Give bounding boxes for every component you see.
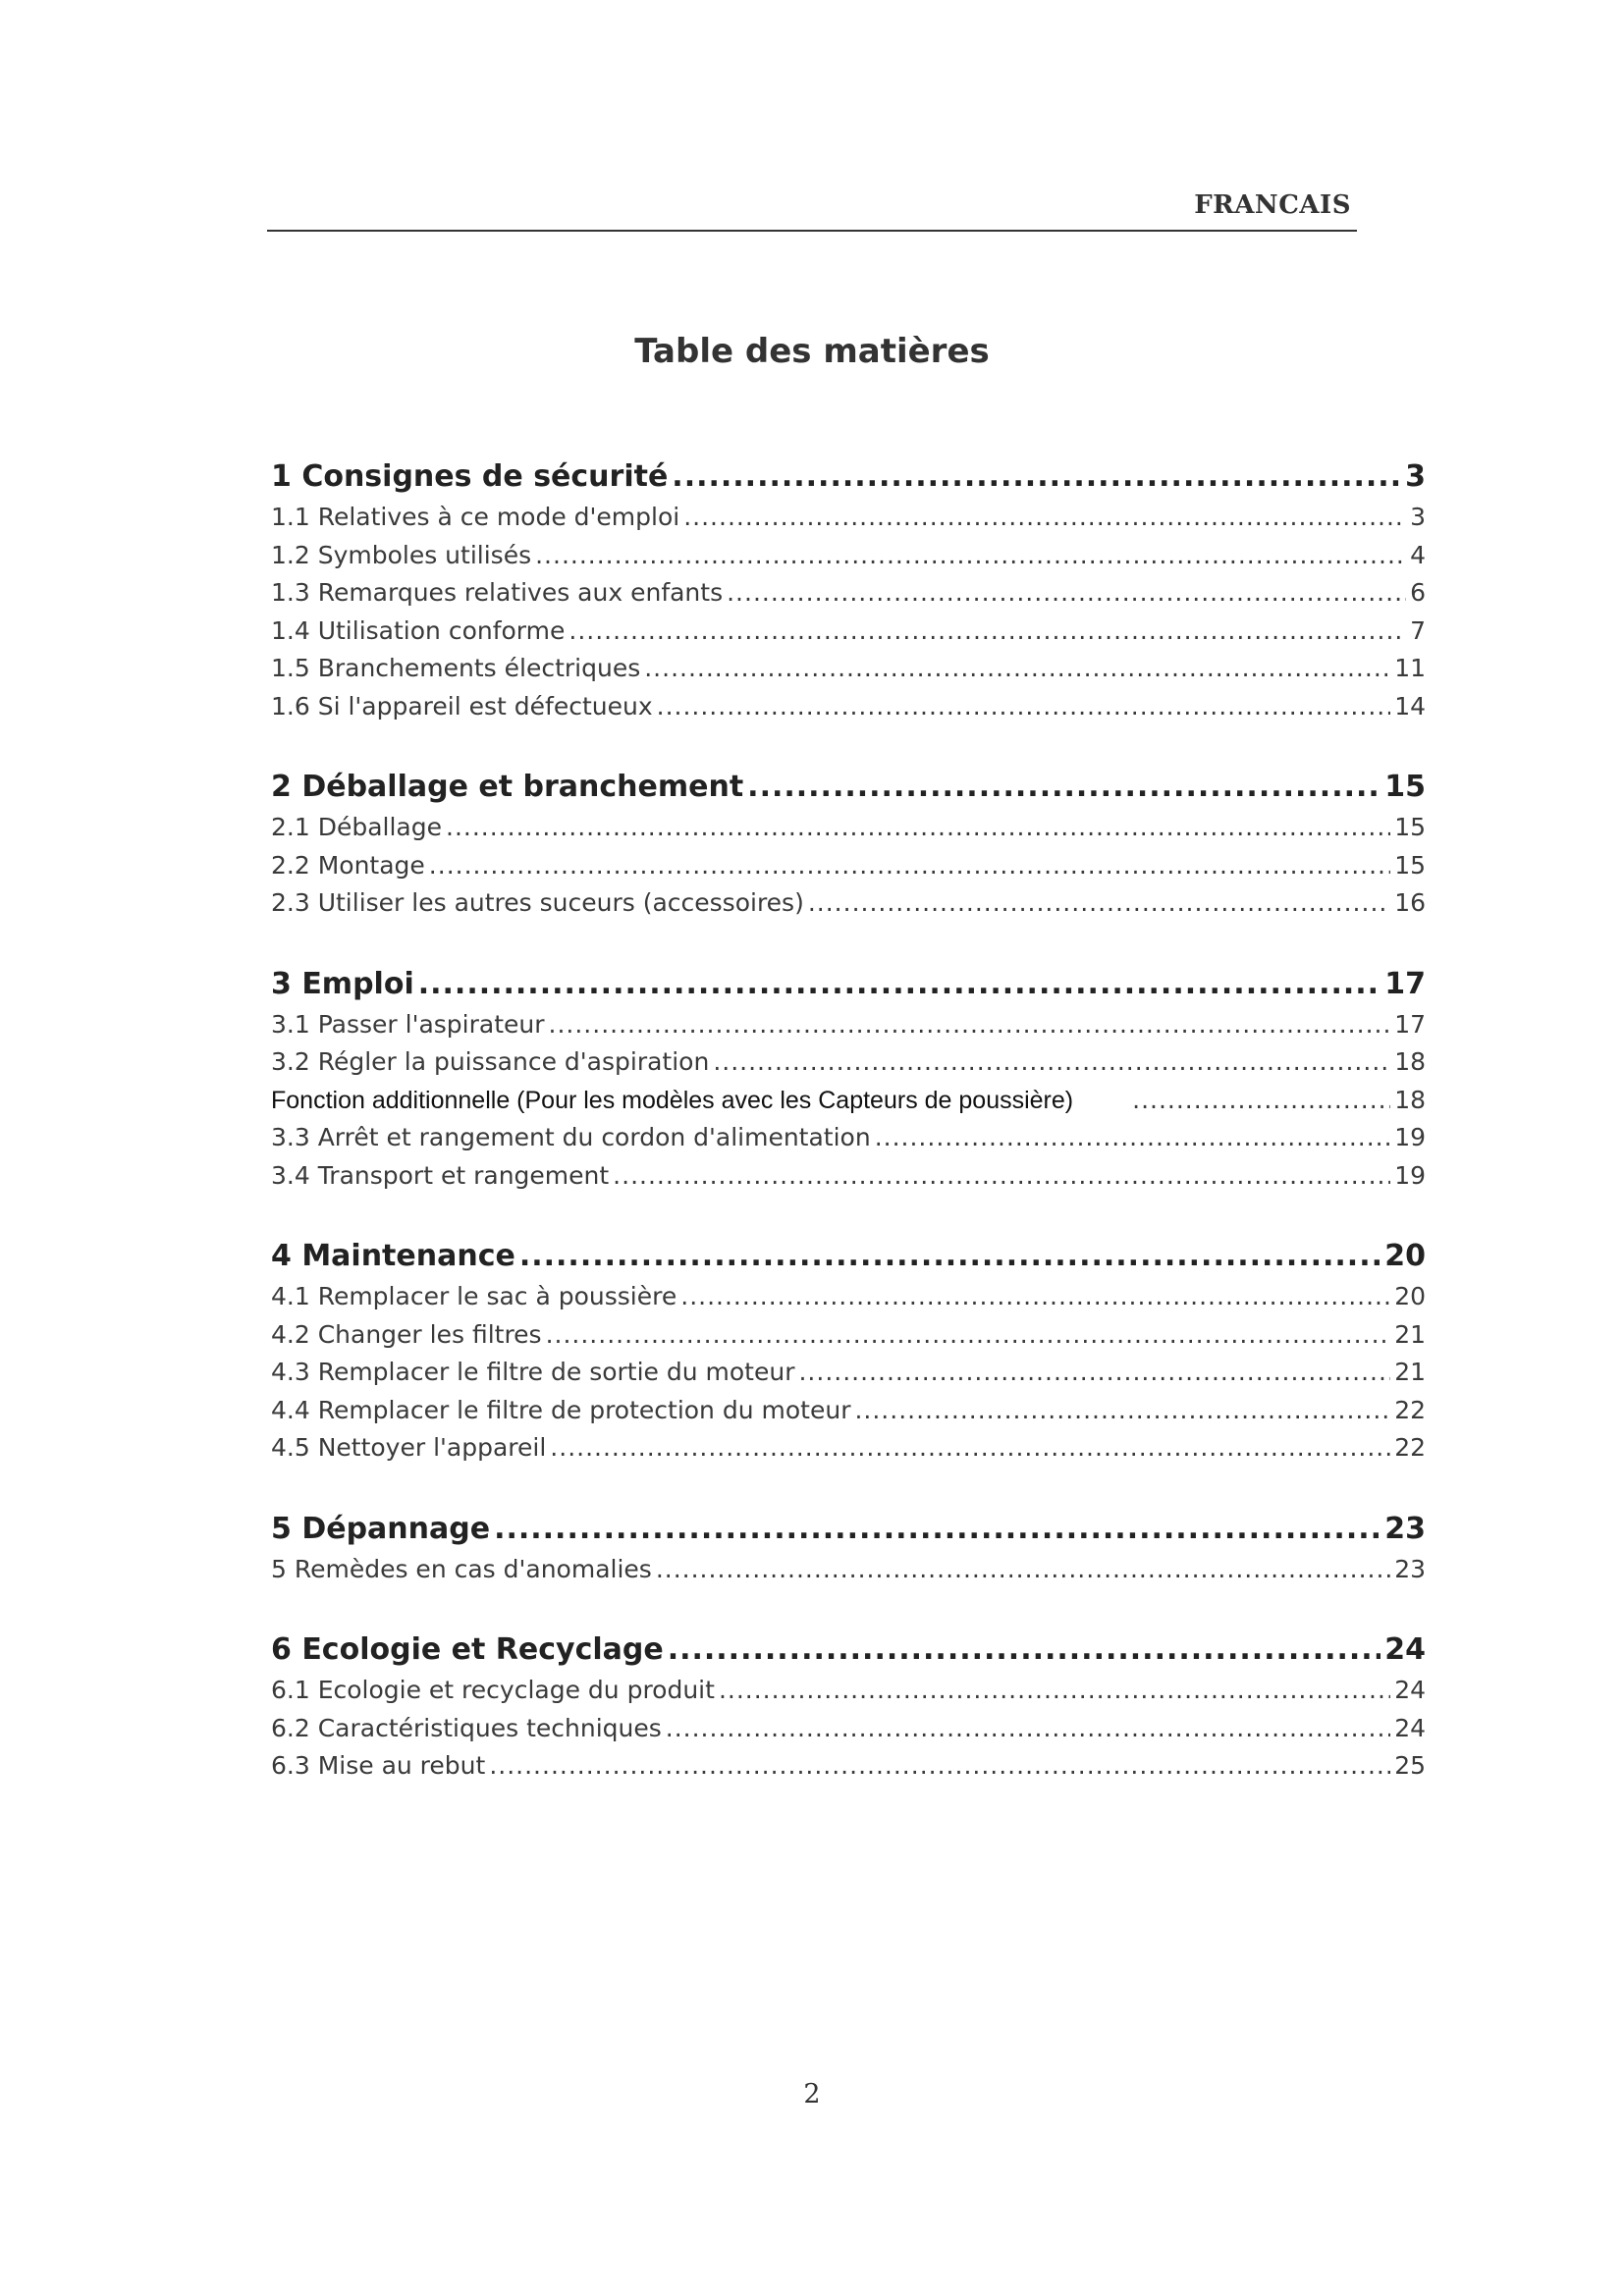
toc-entry-label: 5 Remèdes en cas d'anomalies	[271, 1554, 652, 1583]
toc-section-heading[interactable]	[271, 766, 1426, 809]
dot-leader	[875, 1119, 1390, 1157]
toc-section-heading-label: 2 Déballage et branchement	[271, 770, 744, 804]
toc-entry-label: 4.4 Remplacer le filtre de protection du moteur	[271, 1395, 851, 1424]
table-of-contents	[271, 455, 1426, 1826]
toc-entry-label: Fonction additionnelle (Pour les modèles avec les Capteurs de poussière)	[271, 1086, 1074, 1114]
toc-section-heading-label: 6 Ecologie et Recyclage	[271, 1632, 664, 1667]
toc-entry-label: 4.3 Remplacer le filtre de sortie du moteur	[271, 1358, 795, 1386]
toc-entry-page: 7	[1410, 615, 1426, 645]
toc-entry-page: 21	[1394, 1358, 1426, 1386]
dot-leader	[727, 574, 1406, 613]
toc-entry-page: 17	[1394, 1009, 1426, 1039]
toc-section	[271, 455, 1426, 725]
toc-section-heading-page: 23	[1384, 1511, 1426, 1546]
toc-entry[interactable]	[271, 809, 1426, 847]
toc-section-heading-page: 3	[1405, 459, 1426, 494]
dot-leader	[550, 1429, 1390, 1468]
toc-entry[interactable]	[271, 1710, 1426, 1748]
toc-entry-page: 19	[1394, 1123, 1426, 1151]
dot-leader	[657, 688, 1391, 726]
toc-entry[interactable]	[271, 1747, 1426, 1786]
toc-entry-page: 15	[1394, 850, 1426, 880]
dot-leader	[418, 963, 1381, 1006]
toc-section-heading-label: 5 Dépannage	[271, 1511, 491, 1546]
dot-leader	[519, 1235, 1380, 1278]
toc-entry-page: 14	[1394, 691, 1426, 721]
toc-entry[interactable]	[271, 884, 1426, 923]
dot-leader	[854, 1392, 1390, 1430]
dot-leader	[719, 1672, 1390, 1710]
toc-entry-page: 23	[1394, 1554, 1426, 1583]
dot-leader	[683, 499, 1406, 537]
toc-section-heading[interactable]	[271, 455, 1426, 499]
toc-section	[271, 1508, 1426, 1589]
dot-leader	[613, 1157, 1390, 1196]
dot-leader	[429, 847, 1390, 885]
toc-entry[interactable]	[271, 1316, 1426, 1355]
toc-section	[271, 766, 1426, 923]
toc-section	[271, 1235, 1426, 1468]
toc-entry-page: 24	[1394, 1676, 1426, 1704]
toc-entry[interactable]	[271, 1354, 1426, 1392]
toc-entry-label: 1.5 Branchements électriques	[271, 654, 641, 682]
toc-entry[interactable]	[271, 1429, 1426, 1468]
toc-entry[interactable]	[271, 537, 1426, 575]
toc-section-heading[interactable]	[271, 1508, 1426, 1551]
toc-entry-label: 1.3 Remarques relatives aux enfants	[271, 578, 724, 607]
toc-entry-label: 6.3 Mise au rebut	[271, 1751, 486, 1780]
dot-leader	[1132, 1082, 1390, 1120]
dot-leader	[798, 1354, 1390, 1392]
toc-entry[interactable]	[271, 1119, 1426, 1157]
toc-entry[interactable]	[271, 688, 1426, 726]
toc-section-heading-label: 4 Maintenance	[271, 1239, 515, 1273]
toc-entry[interactable]	[271, 847, 1426, 885]
toc-entry-label: 2.1 Déballage	[271, 813, 442, 841]
toc-section-heading-page: 15	[1384, 770, 1426, 804]
dot-leader	[549, 1006, 1391, 1044]
dot-leader	[446, 809, 1390, 847]
dot-leader	[666, 1710, 1390, 1748]
toc-section-heading-label: 1 Consignes de sécurité	[271, 459, 669, 494]
toc-entry-label: 4.1 Remplacer le sac à poussière	[271, 1282, 677, 1310]
dot-leader	[713, 1043, 1390, 1082]
toc-entry-page: 19	[1394, 1160, 1426, 1190]
dot-leader	[546, 1316, 1391, 1355]
dot-leader	[568, 613, 1406, 651]
toc-section-heading[interactable]	[271, 1235, 1426, 1278]
dot-leader	[747, 766, 1380, 809]
toc-entry-page: 21	[1394, 1319, 1426, 1349]
dot-leader	[644, 650, 1390, 688]
toc-entry-label: 1.4 Utilisation conforme	[271, 615, 566, 645]
toc-entry-page: 25	[1394, 1751, 1426, 1780]
toc-entry[interactable]	[271, 1006, 1426, 1044]
toc-section-heading-label: 3 Emploi	[271, 966, 414, 1001]
page-number: 2	[803, 2079, 821, 2109]
toc-entry[interactable]	[271, 1082, 1426, 1120]
toc-section-heading-page: 24	[1384, 1632, 1426, 1667]
toc-entry[interactable]	[271, 650, 1426, 688]
toc-entry-page: 4	[1410, 540, 1426, 569]
toc-entry[interactable]	[271, 1551, 1426, 1589]
toc-entry-label: 6.1 Ecologie et recyclage du produit	[271, 1676, 715, 1704]
toc-entry-label: 2.2 Montage	[271, 850, 425, 880]
toc-entry-page: 15	[1394, 813, 1426, 841]
dot-leader	[656, 1551, 1390, 1589]
dot-leader	[535, 537, 1406, 575]
toc-entry-label: 6.2 Caractéristiques techniques	[271, 1713, 662, 1742]
toc-section-heading[interactable]	[271, 1629, 1426, 1672]
toc-section-heading[interactable]	[271, 963, 1426, 1006]
toc-title: Table des matières	[634, 332, 990, 371]
toc-entry-label: 1.2 Symboles utilisés	[271, 540, 532, 569]
toc-entry[interactable]	[271, 1278, 1426, 1316]
toc-entry-label: 1.6 Si l'appareil est défectueux	[271, 691, 653, 721]
toc-entry-page: 22	[1394, 1395, 1426, 1424]
toc-entry[interactable]	[271, 499, 1426, 537]
toc-entry-label: 3.1 Passer l'aspirateur	[271, 1009, 545, 1039]
toc-entry-label: 1.1 Relatives à ce mode d'emploi	[271, 503, 680, 531]
toc-entry[interactable]	[271, 1672, 1426, 1710]
toc-section	[271, 963, 1426, 1196]
page-header	[267, 185, 1357, 232]
toc-entry-page: 24	[1394, 1713, 1426, 1742]
dot-leader	[808, 884, 1390, 923]
dot-leader	[494, 1508, 1380, 1551]
toc-entry-label: 2.3 Utiliser les autres suceurs (accessoires)	[271, 888, 804, 917]
toc-entry-page: 11	[1394, 654, 1426, 682]
toc-section-heading-page: 20	[1384, 1239, 1426, 1273]
toc-entry[interactable]	[271, 574, 1426, 613]
toc-entry-page: 18	[1394, 1085, 1426, 1114]
language-label: FRANCAIS	[1194, 190, 1351, 220]
toc-entry-page: 6	[1410, 578, 1426, 607]
toc-entry-label: 3.2 Régler la puissance d'aspiration	[271, 1047, 710, 1076]
toc-entry-label: 4.2 Changer les filtres	[271, 1319, 542, 1349]
dot-leader	[668, 1629, 1381, 1672]
toc-entry-label: 4.5 Nettoyer l'appareil	[271, 1433, 547, 1462]
dot-leader	[680, 1278, 1390, 1316]
toc-entry[interactable]	[271, 613, 1426, 651]
toc-entry-page: 20	[1394, 1282, 1426, 1310]
toc-entry-label: 3.4 Transport et rangement	[271, 1160, 610, 1190]
toc-section	[271, 1629, 1426, 1786]
toc-entry-label: 3.3 Arrêt et rangement du cordon d'alimentation	[271, 1123, 871, 1151]
toc-entry[interactable]	[271, 1392, 1426, 1430]
toc-entry-page: 16	[1394, 888, 1426, 917]
toc-entry[interactable]	[271, 1157, 1426, 1196]
dot-leader	[672, 455, 1401, 499]
toc-entry-page: 18	[1394, 1047, 1426, 1076]
toc-section-heading-page: 17	[1384, 966, 1426, 1001]
dot-leader	[489, 1747, 1390, 1786]
toc-entry-page: 22	[1394, 1433, 1426, 1462]
toc-entry-page: 3	[1410, 503, 1426, 531]
toc-entry[interactable]	[271, 1043, 1426, 1082]
